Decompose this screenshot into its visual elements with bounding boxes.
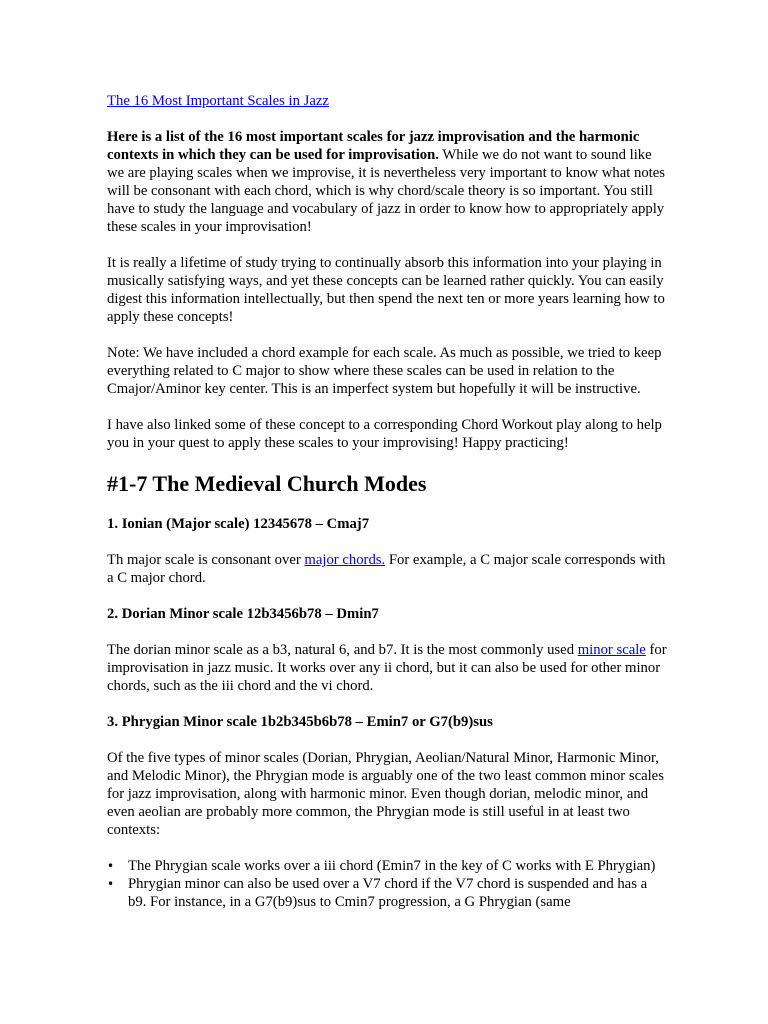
note-paragraph: Note: We have included a chord example for each scale. As much as possible, we tried to keep everything related to C major to show where these scales can be used in relation to the Cmajor/Aminor key center. This is an imperfect system but hopefully it will be instructive. [107,345,662,397]
mode2-paragraph [107,641,667,695]
mode2-text-before: The dorian minor scale as a b3, natural 6, and b7. It is the most commonly used [107,642,578,658]
section-heading: #1-7 The Medieval Church Modes [107,471,427,496]
intro-bold-text: Here is a list of the 16 most important scales for jazz improvisation and the harmonic contexts in which they can be used for improvisation. [107,129,640,163]
bullet-icon: • [107,859,115,873]
mode2-heading: 2. Dorian Minor scale 12b3456b78 – Dmin7 [107,606,379,622]
intro-paragraph [107,128,667,236]
mode1-paragraph [107,551,667,587]
major-chords-link[interactable]: major chords. [304,552,386,568]
minor-scale-link[interactable]: minor scale [577,642,646,658]
title-paragraph [107,92,667,110]
list-item [107,857,667,875]
mode3-heading: 3. Phrygian Minor scale 1b2b345b6b78 – Emin7 or G7(b9)sus [107,714,493,730]
list-item-text: Phrygian minor can also be used over a V7 chord if the V7 chord is suspended and has a b9. For instance, in a G7(b9)sus to Cmin7 progression, a G Phrygian (same [128,876,648,910]
mode1-heading: 1. Ionian (Major scale) 12345678 – Cmaj7 [107,516,370,532]
chord-workout-paragraph: I have also linked some of these concept to a corresponding Chord Workout play along to help you in your quest to apply these scales to your improvising! Happy practicing! [107,417,662,451]
intro-text: While we do not want to sound like we are playing scales when we improvise, it is nevertheless very important to know what notes will be consonant with each chord, which is why chord/scale theory is so important. You still have to study the language and vocabulary of jazz in order to know how to appropriately apply these scales in your improvisation! [107,147,665,235]
lifetime-paragraph: It is really a lifetime of study trying to continually absorb this information into your playing in musically satisfying ways, and yet these concepts can be learned rather quickly. You can easily digest this information intellectually, but then spend the next ten or more years learning how to apply these concepts! [107,255,665,325]
mode1-text-before: Th major scale is consonant over [107,552,305,568]
bullet-icon: • [107,877,115,891]
mode3-paragraph: Of the five types of minor scales (Dorian, Phrygian, Aeolian/Natural Minor, Harmonic Minor, and Melodic Minor), the Phrygian mode is arguably one of the two least common minor scales for jazz improvisation, along with harmonic minor. Even though dorian, melodic minor, and even aeolian are probably more common, the Phrygian mode is still useful in at least two contexts: [107,750,664,838]
phrygian-bullet-list [107,857,667,911]
mode1-text-after: For example, a C major scale corresponds with a C major chord. [107,552,666,586]
title-link[interactable]: The 16 Most Important Scales in Jazz [107,93,329,109]
document-content [107,92,667,911]
list-item-text: The Phrygian scale works over a iii chord (Emin7 in the key of C works with E Phrygian) [128,858,656,874]
mode2-text-after: for improvisation in jazz music. It works over any ii chord, but it can also be used for other minor chords, such as the iii chord and the vi chord. [107,642,667,694]
list-item [107,875,667,911]
